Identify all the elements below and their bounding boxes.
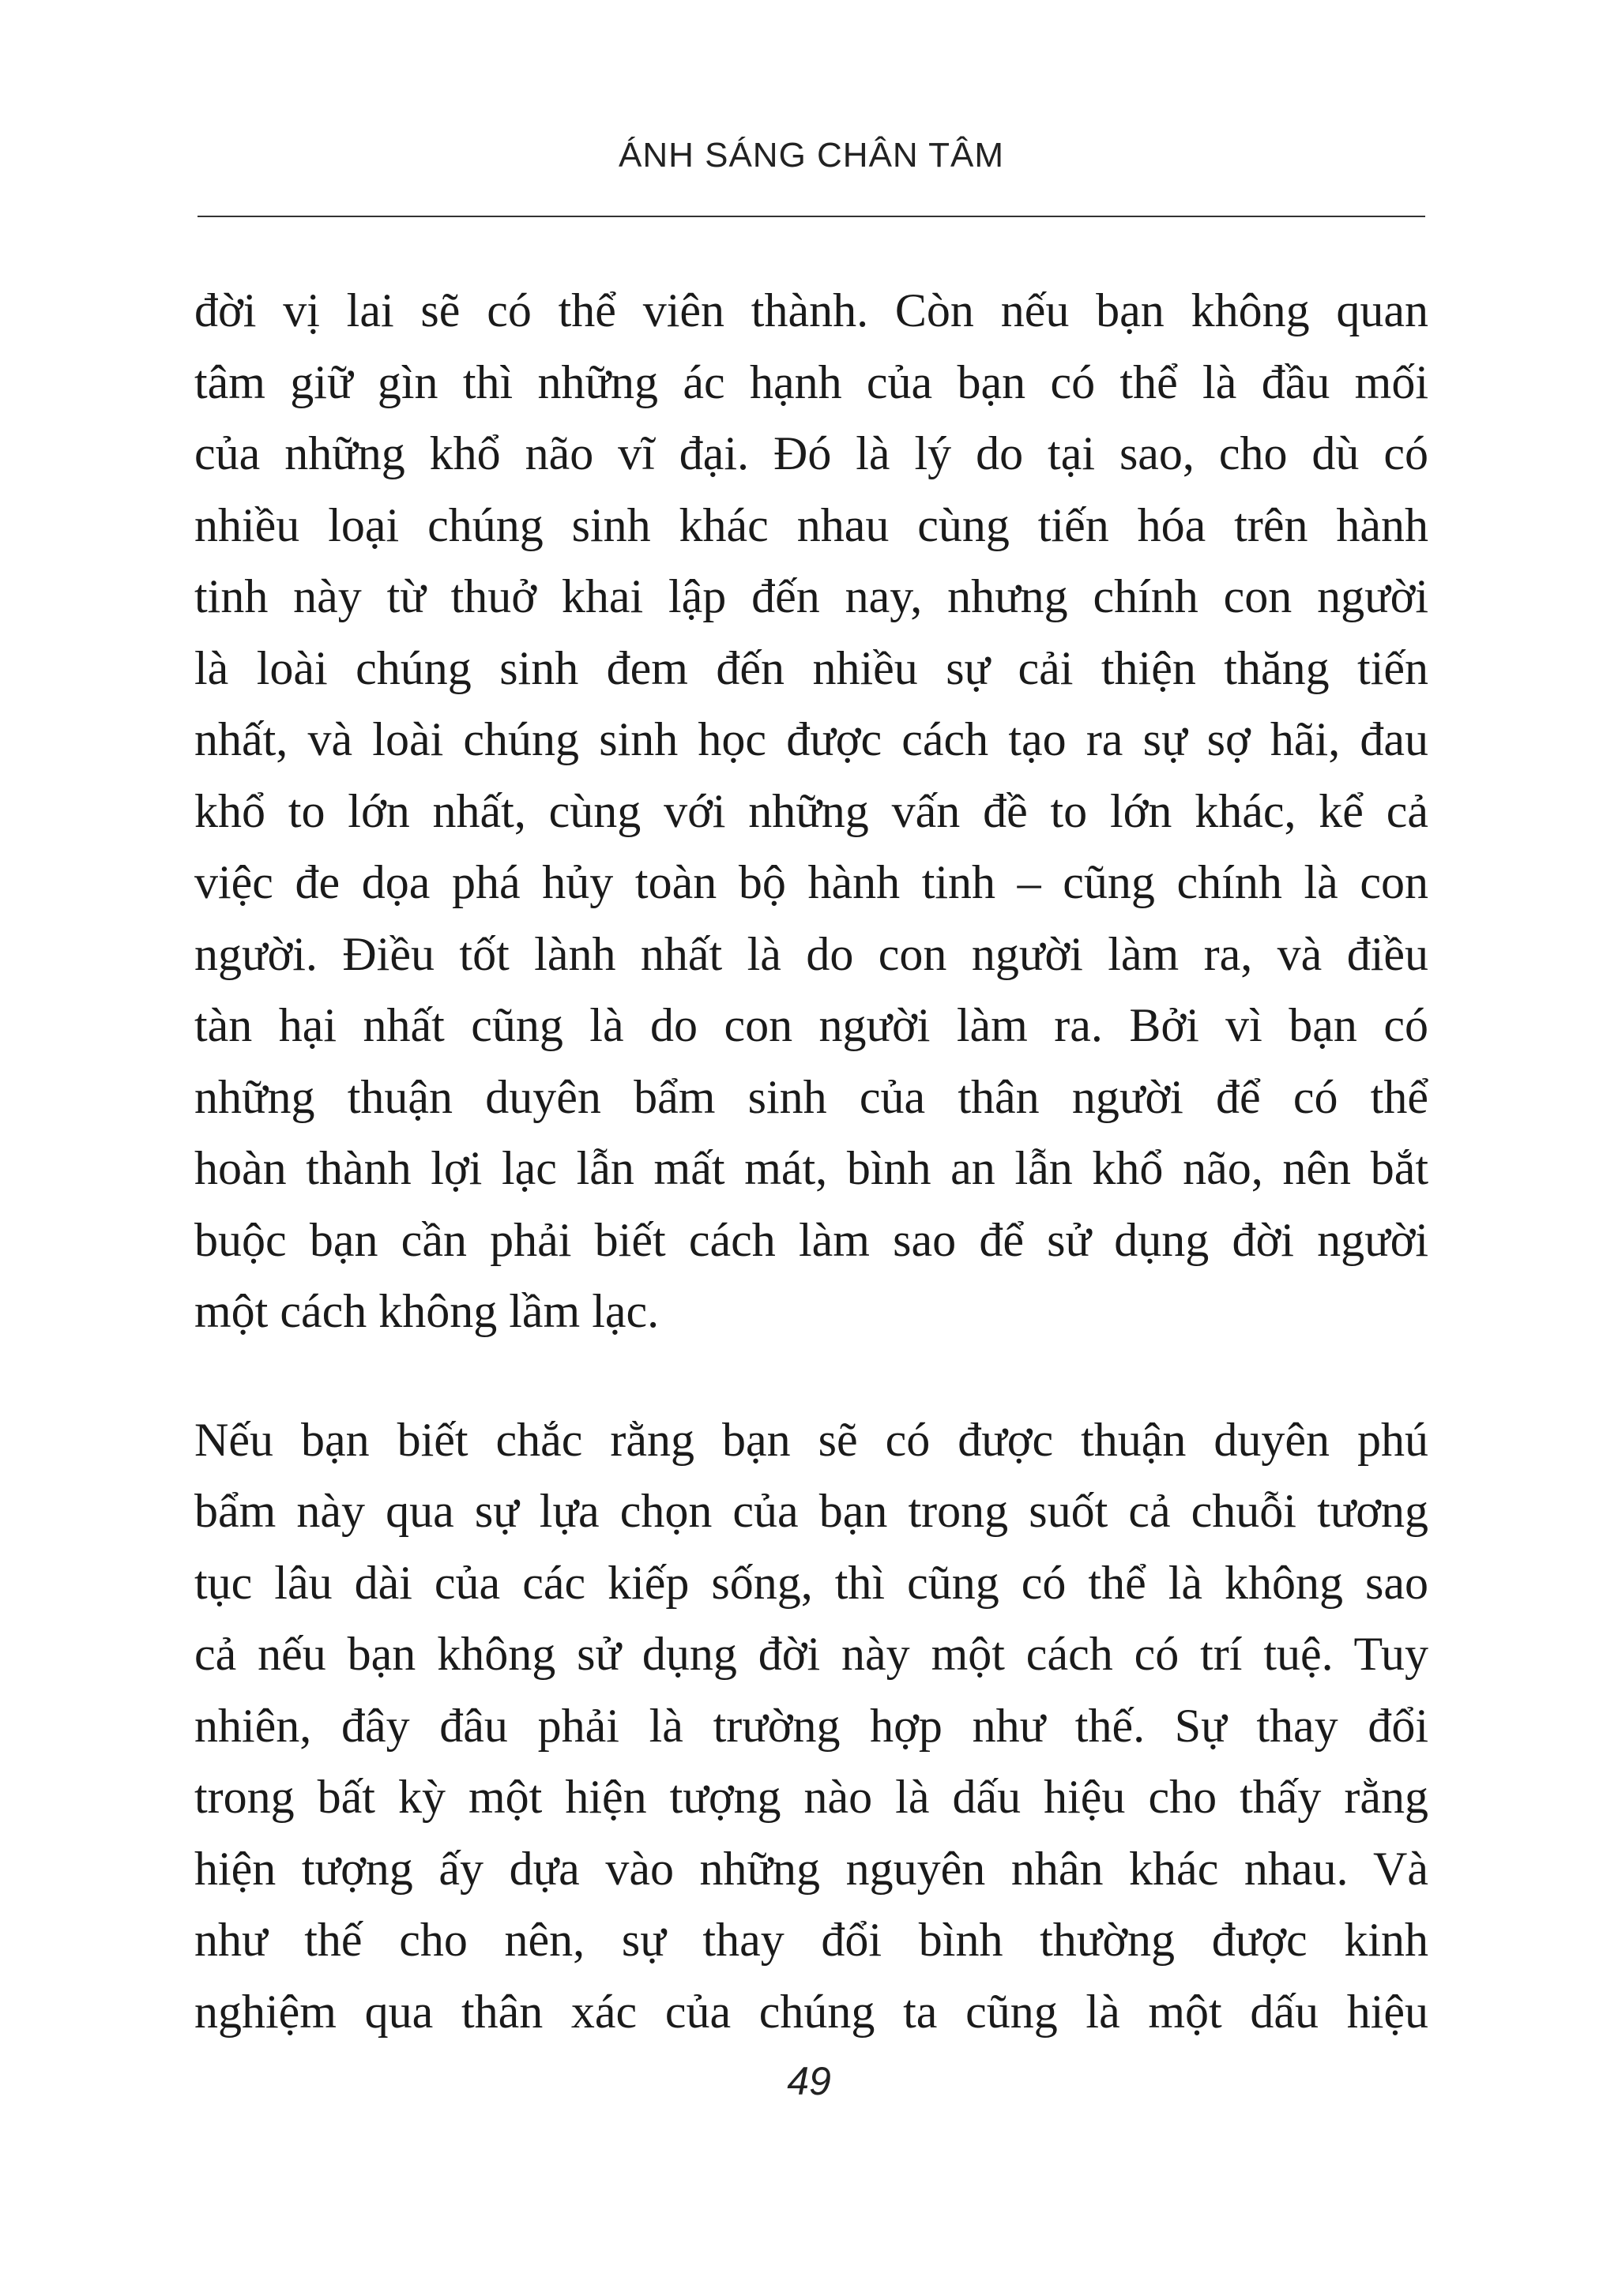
body-text [194,275,1428,2047]
running-header-title: ÁNH SÁNG CHÂN TÂM [618,136,1005,175]
text-line: buộc bạn cần phải biết cách làm sao để sử dụng đời người [194,1213,1428,1266]
text-line: của những khổ não vĩ đại. Đó là lý do tại sao, cho dù có [194,427,1428,479]
text-line: người. Điều tốt lành nhất là do con người làm ra, và điều [194,927,1428,980]
text-line: nhiên, đây đâu phải là trường hợp như thế. Sự thay đổi [194,1699,1428,1752]
text-line: một cách không lầm lạc. [194,1285,660,1337]
text-line: bẩm này qua sự lựa chọn của bạn trong suốt cả chuỗi tương [194,1485,1428,1537]
text-line: nhiều loại chúng sinh khác nhau cùng tiến hóa trên hành [194,498,1428,551]
paragraph-spacer [194,1347,1428,1404]
header-divider [198,216,1425,217]
paragraph-2 [194,1404,1428,2048]
text-line: khổ to lớn nhất, cùng với những vấn đề to lớn khác, kể cả [194,784,1428,837]
text-line: tục lâu dài của các kiếp sống, thì cũng có thể là không sao [194,1556,1428,1609]
text-line: việc đe dọa phá hủy toàn bộ hành tinh – cũng chính là con [194,856,1428,908]
text-line: nhất, và loài chúng sinh học được cách tạo ra sự sợ hãi, đau [194,713,1428,765]
text-line: đời vị lai sẽ có thể viên thành. Còn nếu bạn không quan [194,284,1428,336]
text-line: hiện tượng ấy dựa vào những nguyên nhân khác nhau. Và [194,1842,1428,1895]
text-line: Nếu bạn biết chắc rằng bạn sẽ có được thuận duyên phú [194,1413,1428,1466]
text-line: trong bất kỳ một hiện tượng nào là dấu hiệu cho thấy rằng [194,1771,1428,1823]
page-number: 49 [787,2059,831,2103]
text-line: hoàn thành lợi lạc lẫn mất mát, bình an lẫn khổ não, nên bắt [194,1142,1428,1194]
text-line: là loài chúng sinh đem đến nhiều sự cải thiện thăng tiến [194,641,1428,694]
text-line: nghiệm qua thân xác của chúng ta cũng là một dấu hiệu [194,1985,1428,2038]
text-line: những thuận duyên bẩm sinh của thân người để có thể [194,1070,1428,1123]
text-line: cả nếu bạn không sử dụng đời này một cách có trí tuệ. Tuy [194,1628,1428,1680]
text-line: tâm giữ gìn thì những ác hạnh của bạn có thể là đầu mối [194,355,1428,408]
paragraph-1 [194,275,1428,1347]
text-line: tàn hại nhất cũng là do con người làm ra. Bởi vì bạn có [194,999,1428,1051]
text-line: như thế cho nên, sự thay đổi bình thường được kinh [194,1914,1428,1966]
text-line: tinh này từ thuở khai lập đến nay, nhưng chính con người [194,570,1428,622]
